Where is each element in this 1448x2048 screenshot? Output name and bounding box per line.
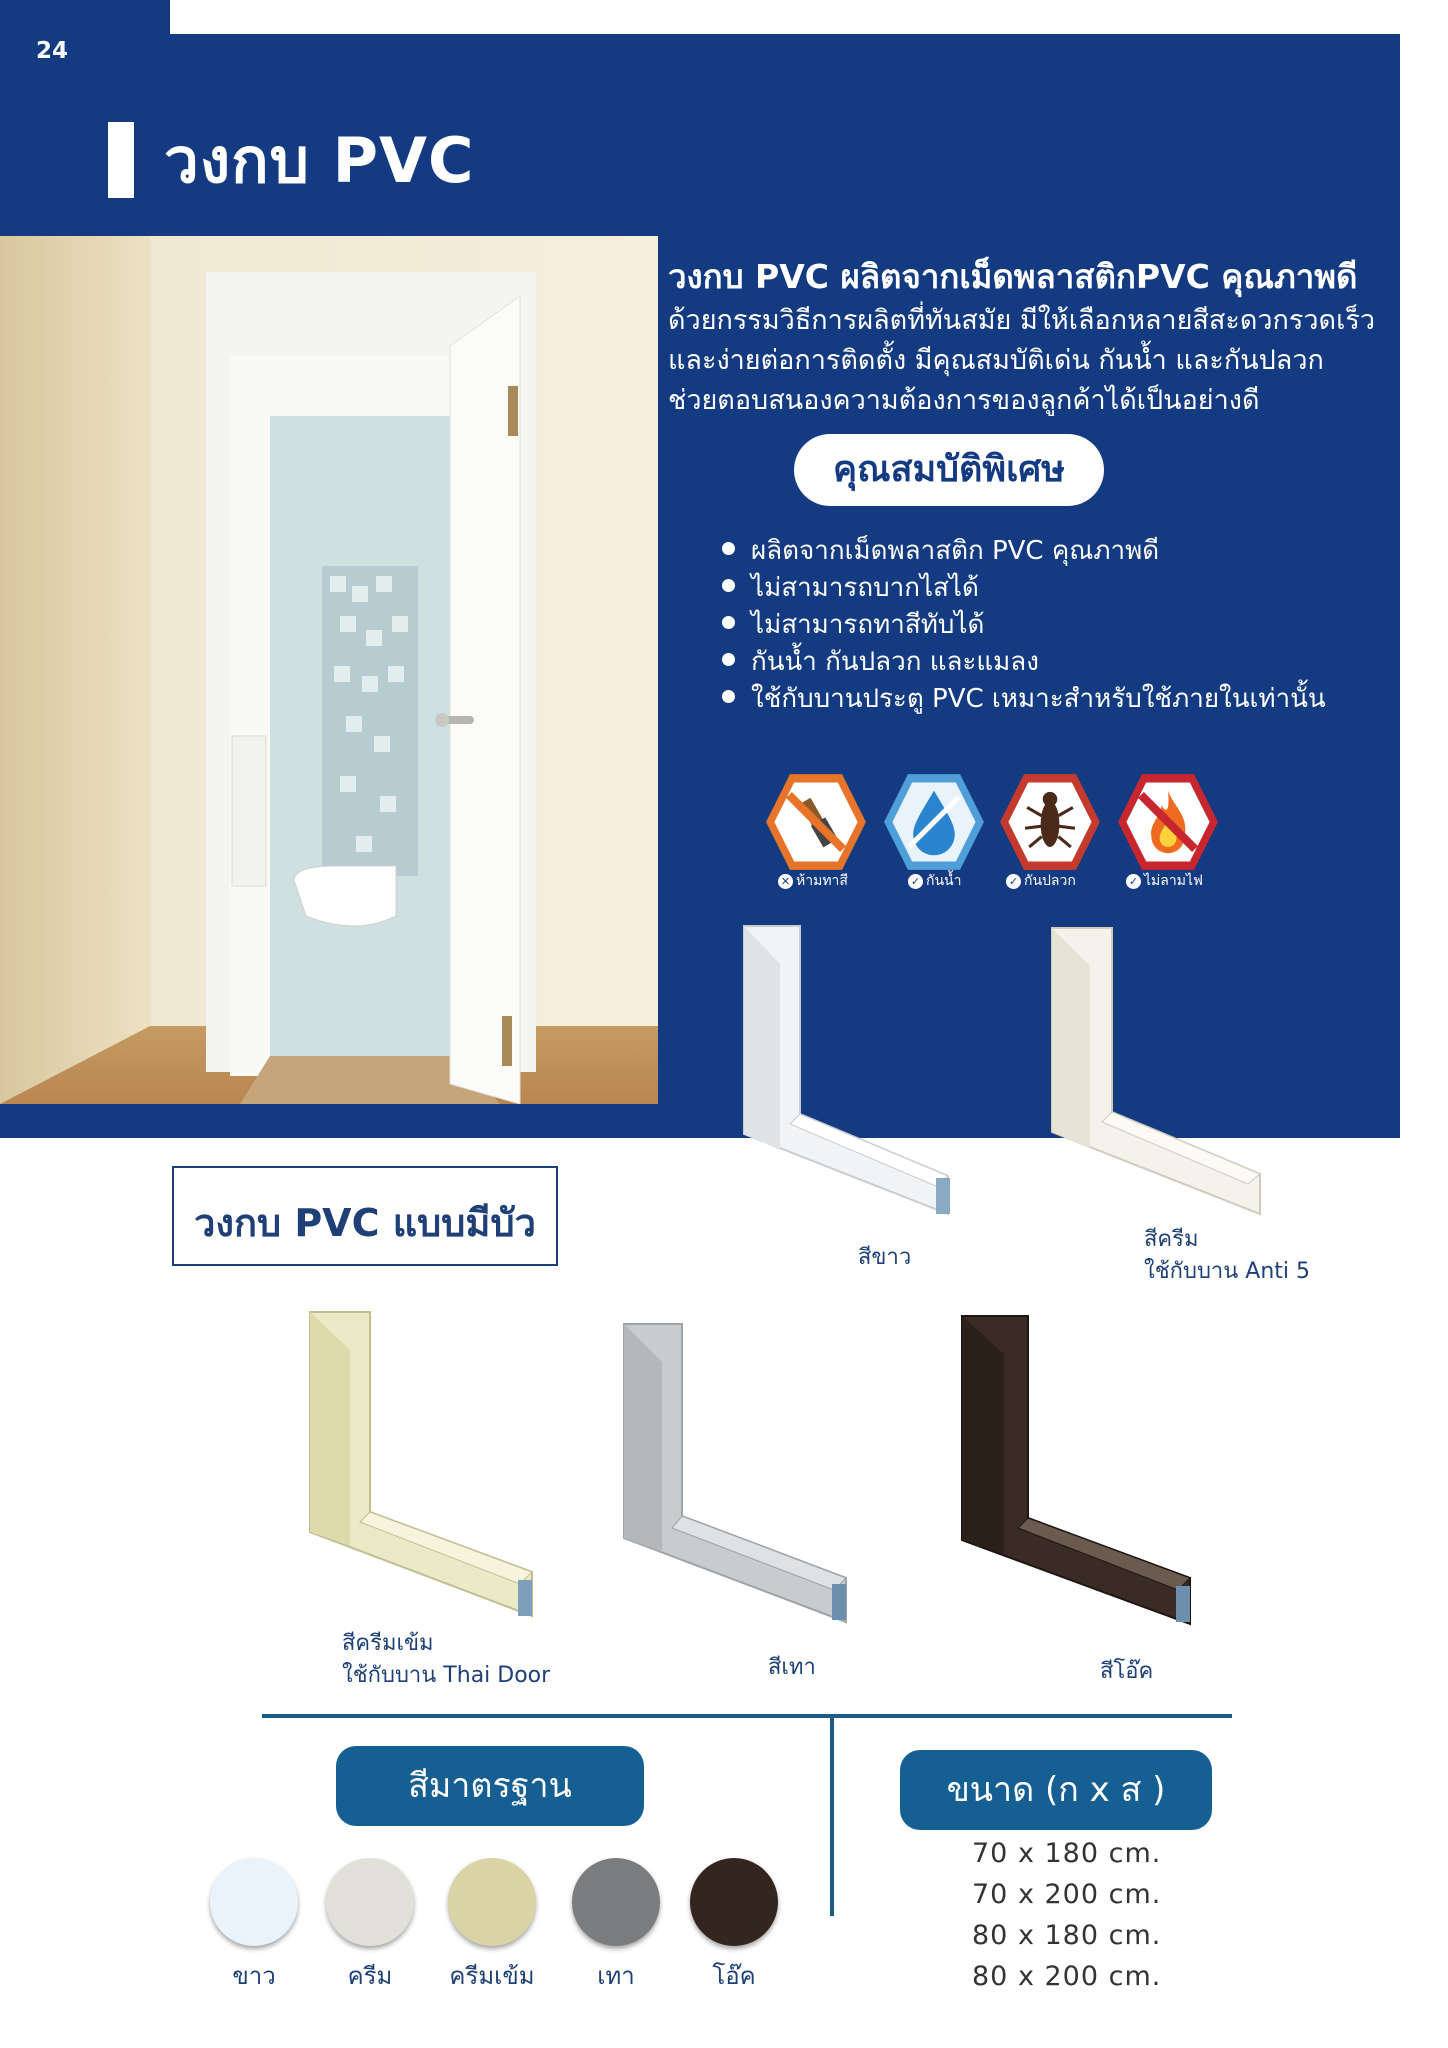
door-frame-photo <box>0 236 658 1104</box>
swatch-label: โอ๊ค <box>712 1962 756 1990</box>
color-swatch-cream <box>326 1858 414 1946</box>
feature-text: ใช้กับบานประตู PVC เหมาะสำหรับใช้ภายในเท่านั้น <box>751 684 1326 714</box>
frame-caption-cream-note: ใช้กับบาน Anti 5 <box>1144 1259 1311 1284</box>
size-item: 70 x 200 cm. <box>972 1879 1162 1910</box>
page-tab <box>0 0 170 36</box>
swatch-label: ขาว <box>232 1962 276 1990</box>
frame-cream-image <box>1048 926 1268 1226</box>
frame-caption-dark-cream: สีครีมเข้ม <box>342 1631 434 1656</box>
sizes-badge: ขนาด (ก x ส ) <box>900 1750 1212 1830</box>
fire-icon <box>1116 770 1220 874</box>
intro-line: ด้วยกรรมวิธีการผลิตที่ทันสมัย มีให้เลือกหลายสีสะดวกรวดเร็ว <box>668 305 1375 336</box>
feature-text: ไม่สามารถบากไสได้ <box>751 573 979 603</box>
frame-gray-image <box>620 1322 860 1642</box>
icon-label: ✓ ไม่ลามไฟ <box>1126 870 1203 892</box>
bullet-icon <box>722 542 735 555</box>
feature-item <box>722 678 1326 719</box>
feature-item <box>722 530 1159 571</box>
check-icon: ✓ <box>1006 874 1021 889</box>
color-swatch-white <box>210 1858 298 1946</box>
feature-item <box>722 641 1039 682</box>
page-number: 24 <box>36 38 69 64</box>
features-title-badge: คุณสมบัติพิเศษ <box>794 434 1104 506</box>
water-drop-icon <box>882 770 986 874</box>
section-title-box <box>172 1166 558 1266</box>
check-icon: ✓ <box>908 874 923 889</box>
page-title: วงกบ PVC <box>164 124 475 197</box>
feature-item <box>722 567 979 608</box>
swatch-label: ครีมเข้ม <box>449 1962 535 1990</box>
swatch-label: ครีม <box>347 1962 393 1990</box>
frame-caption-white: สีขาว <box>858 1245 912 1270</box>
frame-caption-oak: สีโอ๊ค <box>1100 1659 1154 1684</box>
cross-icon: ✕ <box>778 874 793 889</box>
feature-text: กันน้ำ กันปลวก และแมลง <box>751 647 1039 677</box>
frame-white-image <box>740 924 960 1224</box>
bullet-icon <box>722 616 735 629</box>
section-title: วงกบ PVC แบบมีบัว <box>194 1201 536 1245</box>
size-item: 70 x 180 cm. <box>972 1838 1162 1869</box>
color-swatch-gray <box>572 1858 660 1946</box>
size-item: 80 x 200 cm. <box>972 1961 1162 1992</box>
icon-label: ✓ กันปลวก <box>1006 870 1076 892</box>
color-swatch-oak <box>690 1858 778 1946</box>
standard-colors-badge: สีมาตรฐาน <box>336 1746 644 1826</box>
bullet-icon <box>722 690 735 703</box>
feature-text: ผลิตจากเม็ดพลาสติก PVC คุณภาพดี <box>751 536 1160 566</box>
frame-oak-image <box>958 1314 1198 1644</box>
feature-item <box>722 604 984 645</box>
size-item: 80 x 180 cm. <box>972 1920 1162 1951</box>
swatch-label: เทา <box>597 1962 635 1990</box>
icon-label: ✓ กันน้ำ <box>908 870 961 892</box>
color-swatch-dark-cream <box>448 1858 536 1946</box>
title-accent-bar <box>108 122 134 198</box>
bullet-icon <box>722 653 735 666</box>
vertical-divider <box>830 1714 834 1916</box>
intro-line: และง่ายต่อการติดตั้ง มีคุณสมบัติเด่น กันน้ำ และกันปลวก <box>668 345 1324 376</box>
bullet-icon <box>722 579 735 592</box>
frame-dark-cream-image <box>306 1310 546 1630</box>
icon-label: ✕ ห้ามทาสี <box>778 870 848 892</box>
check-icon: ✓ <box>1126 874 1141 889</box>
frame-caption-dark-cream-note: ใช้กับบาน Thai Door <box>342 1663 551 1688</box>
intro-line: ช่วยตอบสนองความต้องการของลูกค้าได้เป็นอย่างดี <box>668 385 1260 416</box>
frame-caption-gray: สีเทา <box>768 1655 816 1680</box>
no-paint-icon <box>764 770 868 874</box>
intro-heading: วงกบ PVC ผลิตจากเม็ดพลาสติกPVC คุณภาพดี <box>668 257 1358 296</box>
termite-icon <box>998 770 1102 874</box>
frame-caption-cream: สีครีม <box>1144 1227 1199 1252</box>
horizontal-divider <box>262 1714 1232 1718</box>
feature-text: ไม่สามารถทาสีทับได้ <box>751 610 985 640</box>
